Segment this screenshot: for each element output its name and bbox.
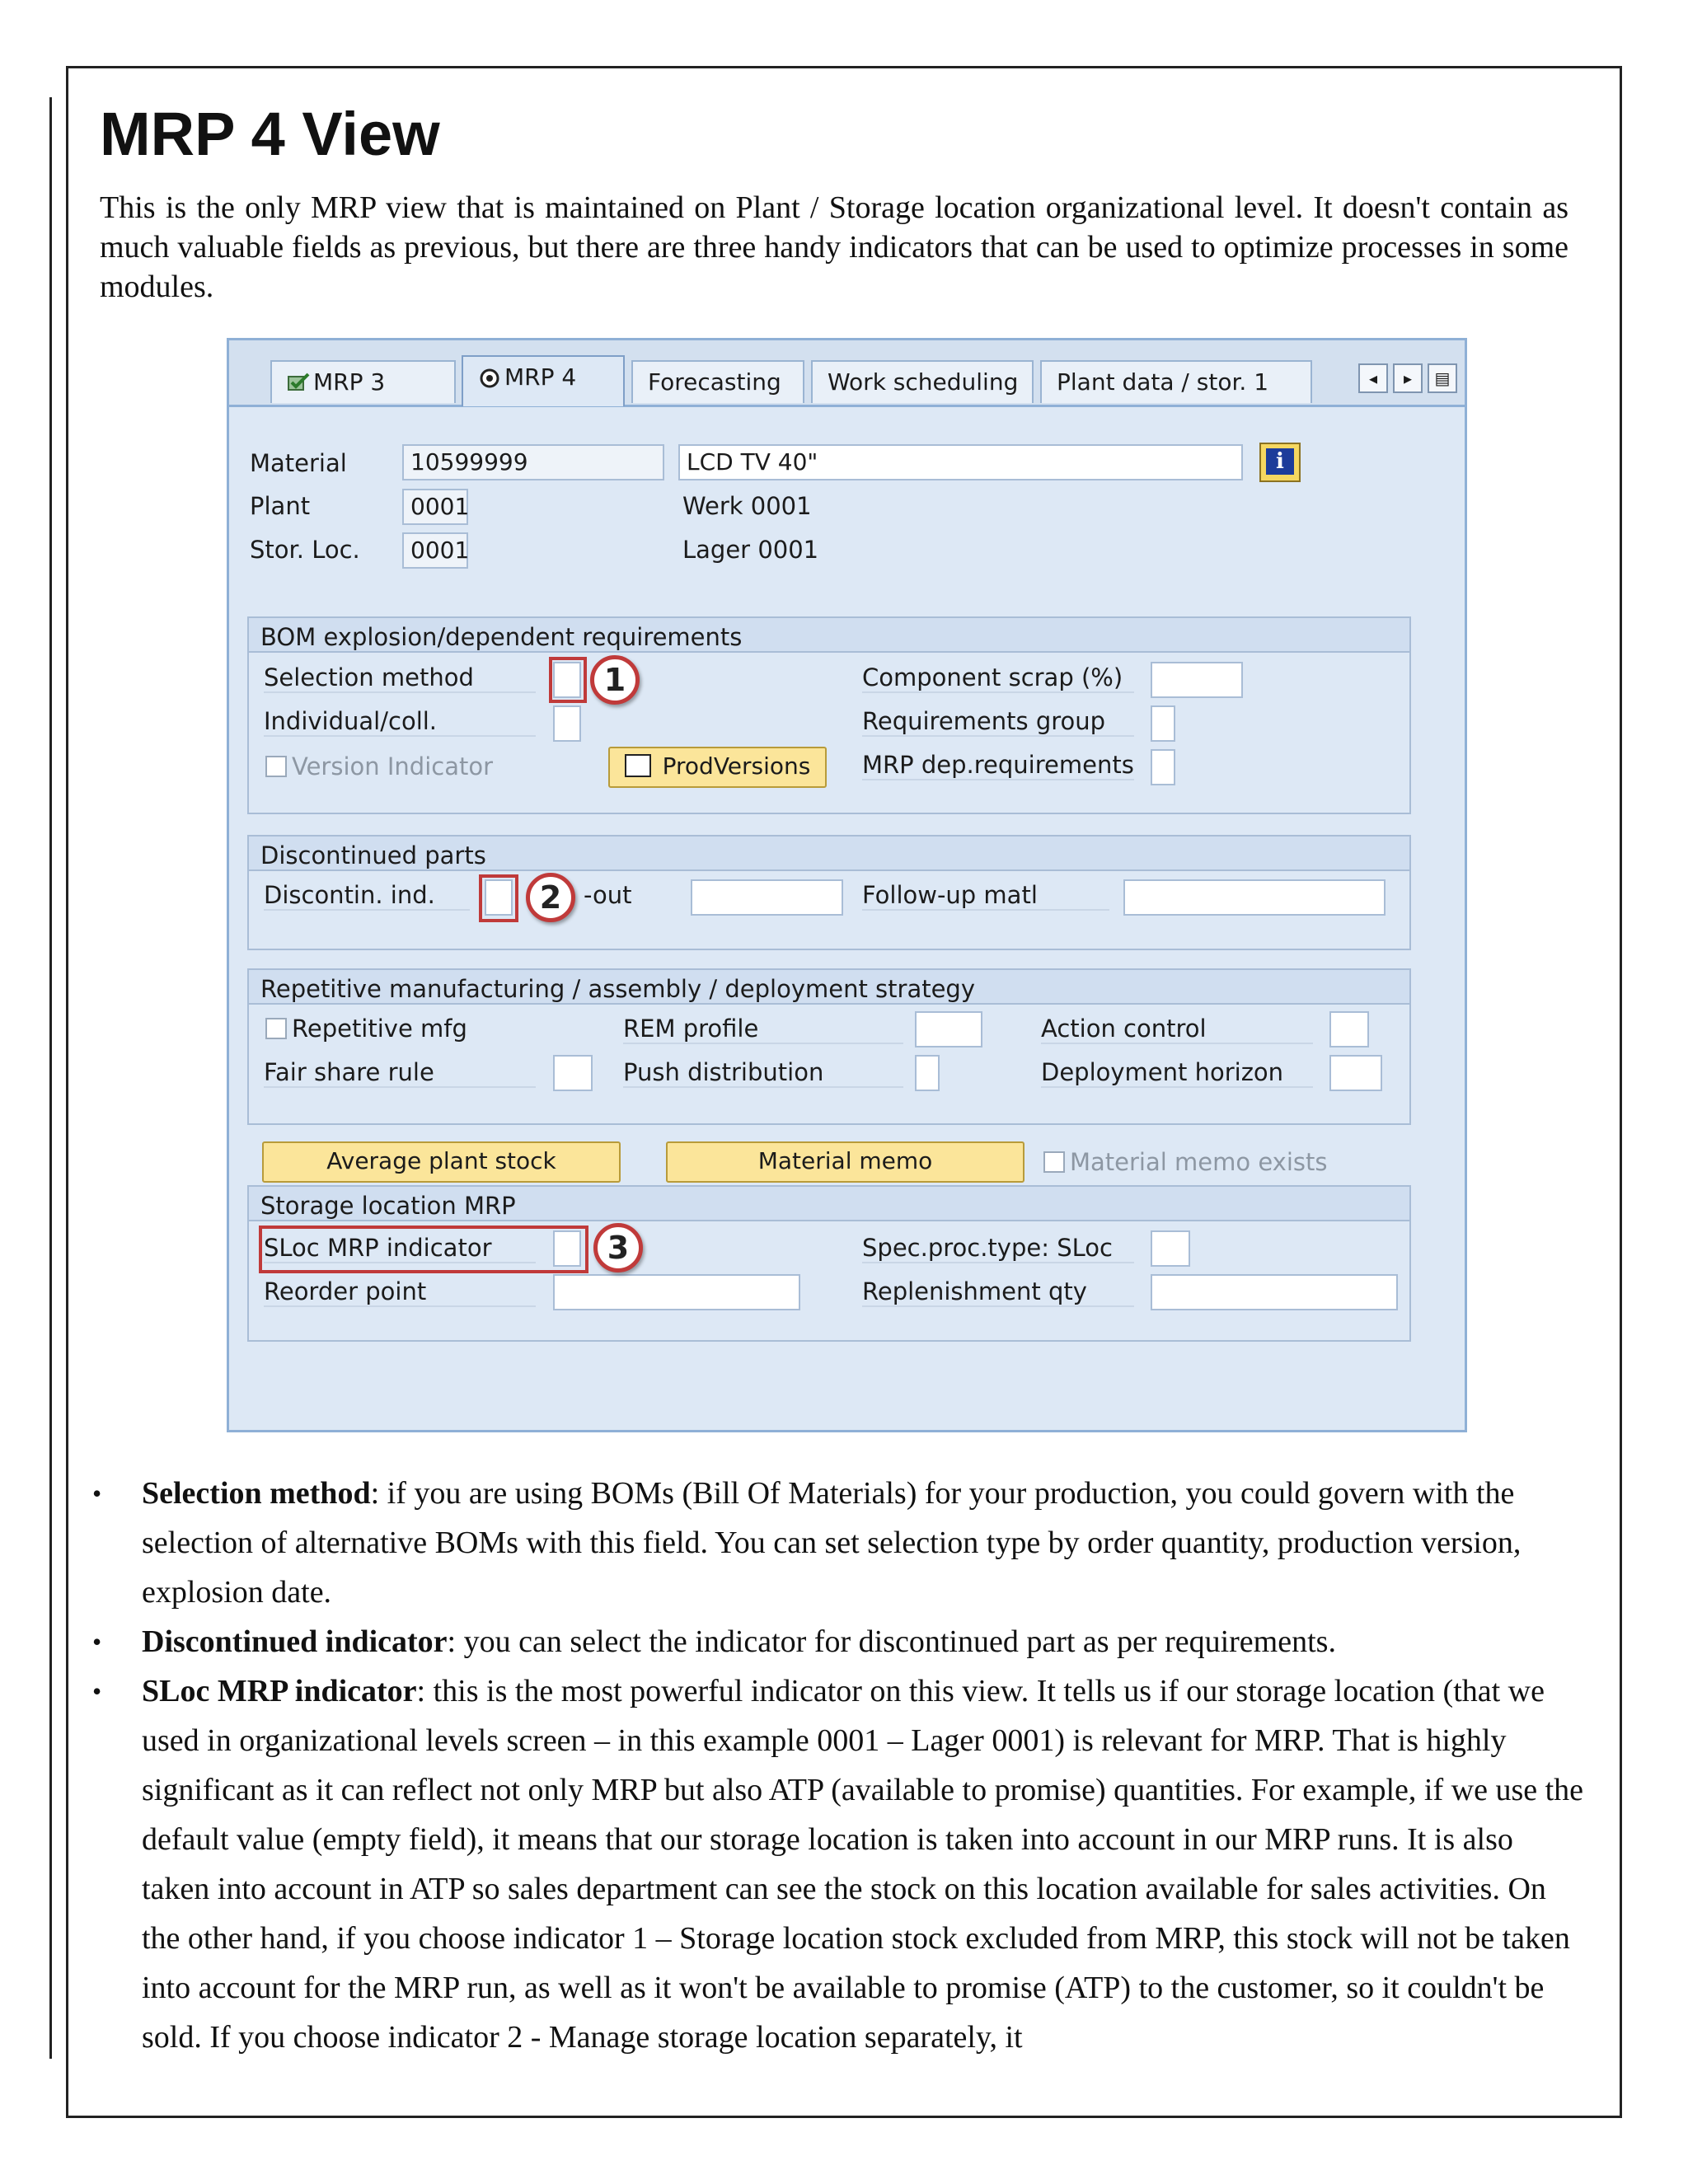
spec-proc-type-sloc-label: Spec.proc.type: SLoc <box>862 1234 1134 1263</box>
discontinued-group-title: Discontinued parts <box>249 837 1409 871</box>
requirements-group-label: Requirements group <box>862 707 1134 737</box>
spec-proc-type-sloc-field[interactable] <box>1151 1230 1190 1267</box>
tab-list-icon[interactable]: ▤ <box>1428 363 1457 393</box>
average-plant-stock-button[interactable]: Average plant stock <box>262 1141 621 1183</box>
eff-out-field[interactable] <box>691 879 843 916</box>
fair-share-rule-label: Fair share rule <box>264 1058 536 1088</box>
bullet-icon: • <box>92 1479 102 1508</box>
plant-label: Plant <box>250 492 311 520</box>
version-indicator-label: Version Indicator <box>292 752 494 780</box>
bom-group-title: BOM explosion/dependent requirements <box>249 618 1409 653</box>
action-control-field[interactable] <box>1329 1011 1369 1047</box>
push-distribution-field[interactable] <box>915 1055 940 1091</box>
tab-forecasting[interactable]: Forecasting <box>631 360 804 403</box>
tab-scroll-right-icon[interactable]: ▸ <box>1393 363 1423 393</box>
list-item: • SLoc MRP indicator: this is the most powerful indicator on this view. It tells us if our storage location (that we used in organizational levels screen – in this example 0001 – Lager 0001) is relevant for MRP. That is highly significant as it can reflect not only MRP but also ATP (available to promise) quantities. For example, if we use the default value (empty field), it means that our storage location is taken into account in our MRP runs. It is also taken into account in ATP so sales department can see the stock on this location available for sales activities. On the other hand, if you choose indicator 1 – Storage location stock excluded from MRP, this stock will not be taken into account for the MRP run, as well as it won't be available to promise (ATP) to the customer, so it couldn't be sold. If you choose indicator 2 - Manage storage location separately, it <box>91 1666 1587 2062</box>
callout-badge-1: 1 <box>590 655 640 705</box>
prodversions-button[interactable]: ProdVersions <box>608 747 827 788</box>
intro-paragraph: This is the only MRP view that is maintained on Plant / Storage location organizational level. It doesn't contain as much valuable fields as previous, but there are three handy indicators that can be used to optimize processes in some modules. <box>100 190 1568 304</box>
fair-share-rule-field[interactable] <box>553 1055 593 1091</box>
repetitive-group <box>247 968 1411 1125</box>
mrp-dep-requirements-field[interactable] <box>1151 749 1175 785</box>
material-field[interactable]: 10599999 <box>402 444 664 480</box>
component-scrap-label: Component scrap (%) <box>862 663 1134 693</box>
version-indicator-checkbox[interactable] <box>265 756 287 777</box>
copy-icon <box>625 754 651 777</box>
reorder-point-field[interactable] <box>553 1274 800 1310</box>
tab-mrp4[interactable]: MRP 4 <box>462 355 625 406</box>
stor-loc-description: Lager 0001 <box>682 536 819 564</box>
repetitive-group-title: Repetitive manufacturing / assembly / deployment strategy <box>249 970 1409 1005</box>
replenishment-qty-label: Replenishment qty <box>862 1277 1134 1307</box>
selection-method-label: Selection method <box>264 663 536 693</box>
deployment-horizon-label: Deployment horizon <box>1041 1058 1313 1088</box>
explanation-list <box>91 1469 1587 2062</box>
repetitive-mfg-checkbox[interactable] <box>265 1018 287 1039</box>
page-title: MRP 4 View <box>100 100 440 168</box>
stor-loc-field[interactable]: 0001 <box>402 532 468 569</box>
callout-badge-3: 3 <box>593 1223 643 1272</box>
push-distribution-label: Push distribution <box>623 1058 903 1088</box>
tab-strip <box>229 340 1465 407</box>
deployment-horizon-field[interactable] <box>1329 1055 1382 1091</box>
callout-box-1 <box>549 657 587 703</box>
tab-mrp3[interactable]: MRP 3 <box>270 360 456 403</box>
radio-icon <box>478 367 503 388</box>
material-description-field[interactable]: LCD TV 40" <box>678 444 1243 480</box>
bullet-icon: • <box>92 1676 102 1706</box>
rem-profile-label: REM profile <box>623 1015 903 1044</box>
callout-box-2 <box>479 874 518 922</box>
list-item: • Selection method: if you are using BOMs (Bill Of Materials) for your production, you could govern with the selection of alternative BOMs with this field. You can set selection type by order quantity, production version, explosion date. <box>91 1469 1587 1617</box>
material-label: Material <box>250 449 347 477</box>
callout-box-3 <box>259 1226 588 1273</box>
action-control-label: Action control <box>1041 1015 1313 1044</box>
repetitive-mfg-label: Repetitive mfg <box>292 1015 467 1043</box>
mrp-dep-requirements-label: MRP dep.requirements <box>862 751 1134 779</box>
margin-rule <box>49 97 52 2059</box>
stor-loc-label: Stor. Loc. <box>250 536 360 564</box>
plant-description: Werk 0001 <box>682 492 812 520</box>
individual-coll-field[interactable] <box>553 705 581 742</box>
individual-coll-label: Individual/coll. <box>264 707 536 737</box>
callout-badge-2: 2 <box>526 873 575 922</box>
reorder-point-label: Reorder point <box>264 1277 536 1307</box>
bullet-icon: • <box>92 1627 102 1657</box>
sap-mrp4-screenshot <box>227 338 1467 1432</box>
rem-profile-field[interactable] <box>915 1011 982 1047</box>
tab-plant-data-stor1[interactable]: Plant data / stor. 1 <box>1040 360 1312 403</box>
storage-location-mrp-title: Storage location MRP <box>249 1187 1409 1221</box>
material-memo-exists-checkbox <box>1043 1151 1065 1173</box>
material-memo-exists-label: Material memo exists <box>1070 1148 1328 1176</box>
replenishment-qty-field[interactable] <box>1151 1274 1398 1310</box>
info-icon[interactable]: i <box>1259 443 1301 482</box>
eff-out-label: -out <box>584 881 632 909</box>
checkmark-icon <box>287 372 312 393</box>
follow-up-matl-field[interactable] <box>1123 879 1386 916</box>
material-memo-button[interactable]: Material memo <box>666 1141 1025 1183</box>
discontin-ind-label: Discontin. ind. <box>264 881 470 911</box>
requirements-group-field[interactable] <box>1151 705 1175 742</box>
follow-up-matl-label: Follow-up matl <box>862 881 1109 911</box>
list-item: • Discontinued indicator: you can select the indicator for discontinued part as per requirements. <box>91 1617 1587 1666</box>
tab-scroll-left-icon[interactable]: ◂ <box>1358 363 1388 393</box>
sloc-mrp-indicator-label: SLoc MRP indicator <box>264 1234 536 1263</box>
tab-work-scheduling[interactable]: Work scheduling <box>811 360 1034 403</box>
plant-field[interactable]: 0001 <box>402 489 468 525</box>
component-scrap-field[interactable] <box>1151 662 1243 698</box>
